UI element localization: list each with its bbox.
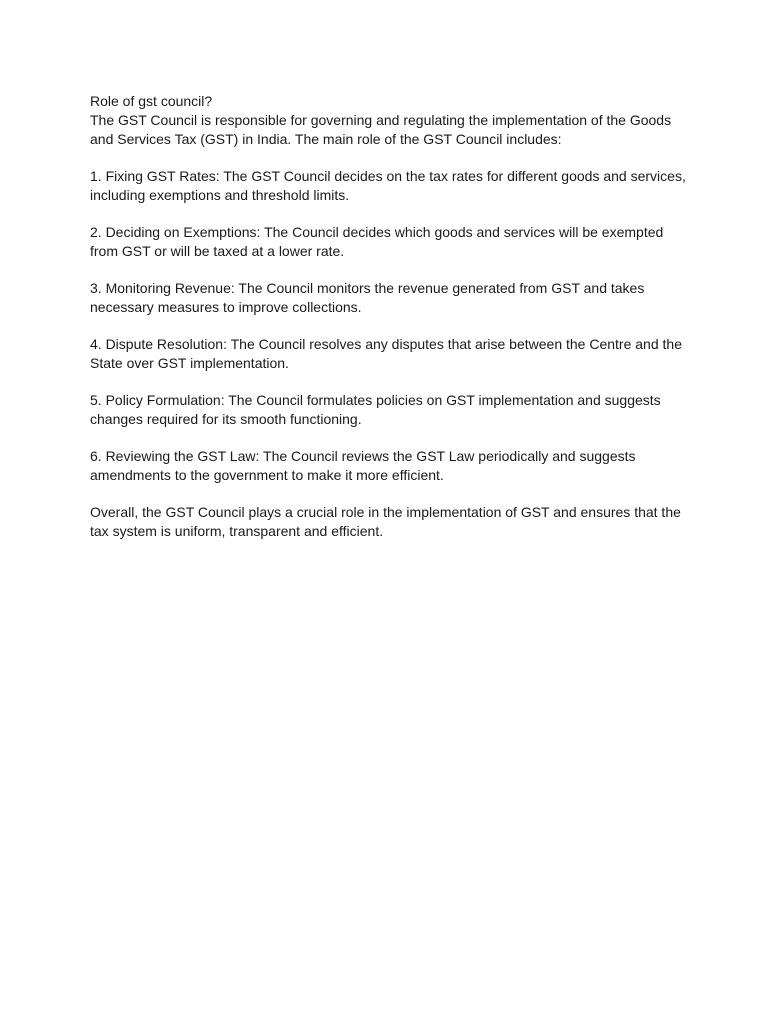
point-policy-formulation: 5. Policy Formulation: The Council formulates policies on GST implementation and suggests changes required for its smooth functioning.	[90, 392, 661, 427]
point-fixing-gst-rates: 1. Fixing GST Rates: The GST Council decides on the tax rates for different goods and services, including exemptions and threshold limits.	[90, 168, 686, 203]
intro-paragraph: The GST Council is responsible for governing and regulating the implementation of the Goods and Services Tax (GST) in India. The main role of the GST Council includes:	[90, 112, 672, 147]
document-body	[90, 92, 690, 541]
point-deciding-exemptions: 2. Deciding on Exemptions: The Council decides which goods and services will be exempted from GST or will be taxed at a lower rate.	[90, 224, 664, 259]
point-dispute-resolution: 4. Dispute Resolution: The Council resolves any disputes that arise between the Centre and the State over GST implementation.	[90, 336, 682, 371]
conclusion-paragraph: Overall, the GST Council plays a crucial role in the implementation of GST and ensures that the tax system is uniform, transparent and efficient.	[90, 504, 681, 539]
point-reviewing-gst-law: 6. Reviewing the GST Law: The Council reviews the GST Law periodically and suggests amendments to the government to make it more efficient.	[90, 448, 636, 483]
question-heading: Role of gst council?	[90, 93, 213, 109]
point-monitoring-revenue: 3. Monitoring Revenue: The Council monitors the revenue generated from GST and takes necessary measures to improve collections.	[90, 280, 645, 315]
